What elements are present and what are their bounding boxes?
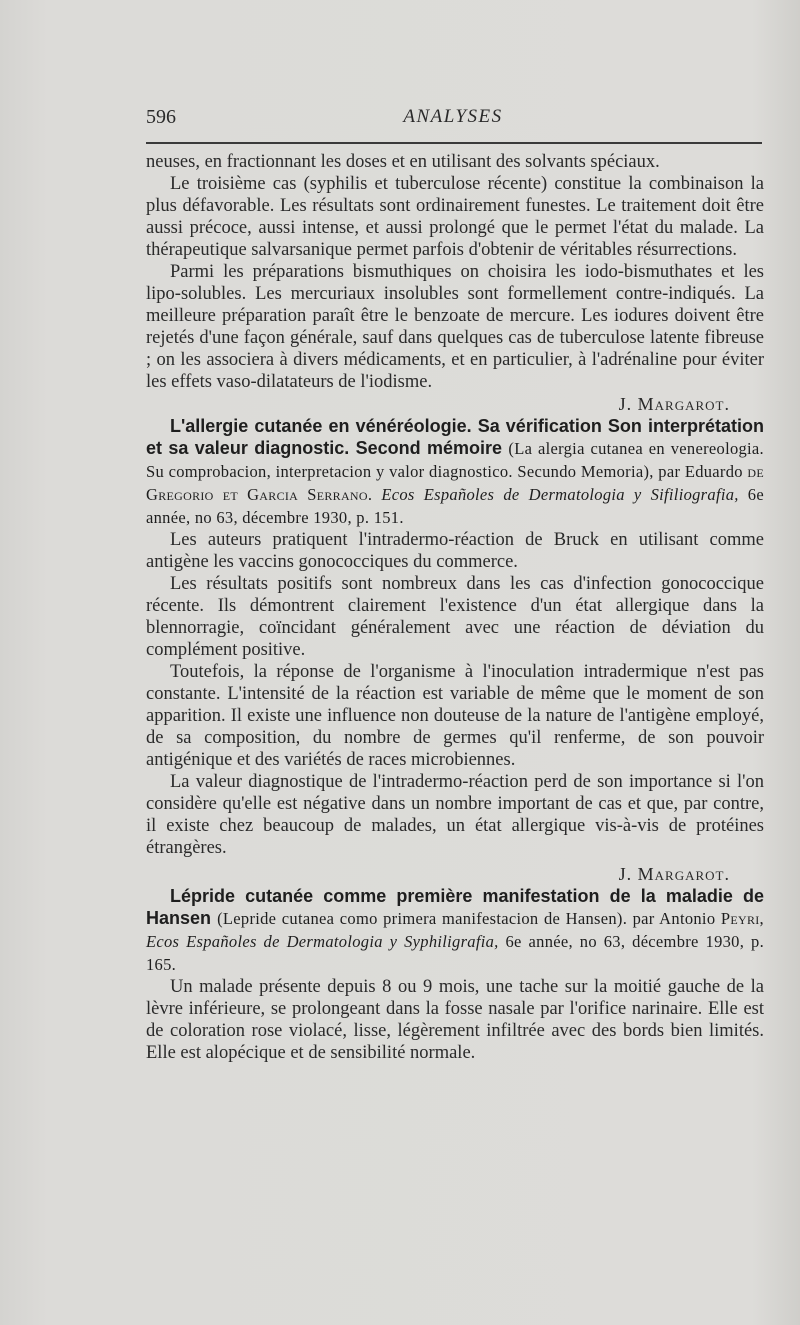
reference-journal: Ecos Españoles de Dermatologia y Sifiliografia, <box>381 485 739 504</box>
article-title: Lépride cutanée comme première manifestation de la maladie de Hansen <box>146 886 764 928</box>
article-title: L'allergie cutanée en vénéréologie. Sa vérification Son interprétation et sa valeur diagnostic. Second mémoire <box>146 416 764 458</box>
page-header <box>146 106 760 136</box>
article-heading <box>146 885 764 976</box>
reference-original-title: (Lepride cutanea como primera manifestacion de Hansen). par Antonio <box>217 909 716 928</box>
reference-by: par Eduardo <box>658 462 743 481</box>
reference-authors: Peyri, <box>720 909 764 928</box>
reference-journal: Ecos Españoles de Dermatologia y Syphiligrafia, <box>146 932 499 951</box>
header-rule <box>146 142 762 144</box>
article-reference <box>146 909 764 974</box>
author-signature: J. Margarot. <box>618 394 730 414</box>
paragraph: neuses, en fractionnant les doses et en utilisant des solvants spéciaux. <box>146 152 660 172</box>
paragraph: Le troisième cas (syphilis et tuberculose récente) constitue la combinaison la plus défavorable. Les résultats sont ordinairement funestes. Le traitement doit être aussi précoce, aussi intense, et aussi prolongé que le permet l'état du malade. La thérapeutique salvarsanique permet parfois d'obtenir de véritables résurrections. <box>146 174 764 260</box>
paragraph: Parmi les préparations bismuthiques on choisira les iodo-bismuthates et les lipo-solubles. Les mercuriaux insolubles sont formellement contre-indiqués. La meilleure préparation paraît être le benzoate de mercure. Les iodures doivent être rejetés d'une façon générale, sauf dans quelques cas de tuberculose latente fibreuse ; on les associera à divers médicaments, et en particulier, à l'adrénaline pour éviter les effets vaso-dilatateurs de l'iodisme. <box>146 262 764 392</box>
paragraph: Toutefois, la réponse de l'organisme à l'inoculation intradermique n'est pas constante. L'intensité de la réaction est variable de même que le moment de son apparition. Il existe une influence non douteuse de la nature de l'antigène employé, de sa composition, du nombre de germes qu'il renferme, de son pouvoir antigénique et des variétés de races microbiennes. <box>146 662 764 770</box>
running-title: ANALYSES <box>403 106 503 127</box>
paragraph: La valeur diagnostique de l'intradermo-réaction perd de son importance si l'on considère qu'elle est négative dans un nombre important de cas et que, par contre, il existe chez beaucoup de malades, un état allergique vis-à-vis de protéines étrangères. <box>146 772 764 858</box>
article-heading <box>146 415 764 529</box>
author-signature: J. Margarot. <box>618 864 730 884</box>
page-content <box>146 151 764 1064</box>
reference-details: 6e année, no 63, décembre 1930, p. 151. <box>146 485 764 527</box>
reference-original-title: (La alergia cutanea en venereologia. Su comprobacion, interpretacion y valor diagnostico. Secundo Memoria), <box>146 439 764 481</box>
reference-authors: de Gregorio et Garcia Serrano. <box>146 462 765 504</box>
paragraph: Un malade présente depuis 8 ou 9 mois, une tache sur la moitié gauche de la lèvre inférieure, se prolongeant dans la fosse nasale par l'orifice narinaire. Elle est de coloration rose violacé, lisse, légèrement infiltrée avec des bords bien limités. Elle est alopécique et de sensibilité normale. <box>146 977 764 1063</box>
paragraph: Les auteurs pratiquent l'intradermo-réaction de Bruck en utilisant comme antigène les vaccins gonococciques du commerce. <box>146 530 764 572</box>
paragraph: Les résultats positifs sont nombreux dans les cas d'infection gonococcique récente. Ils démontrent clairement l'existence d'un état allergique dans la blennorragie, coïncidant généralement avec une réaction de déviation du complément positive. <box>146 574 764 660</box>
page-number: 596 <box>146 106 176 128</box>
reference-details: 6e année, no 63, décembre 1930, p. 165. <box>146 932 764 974</box>
